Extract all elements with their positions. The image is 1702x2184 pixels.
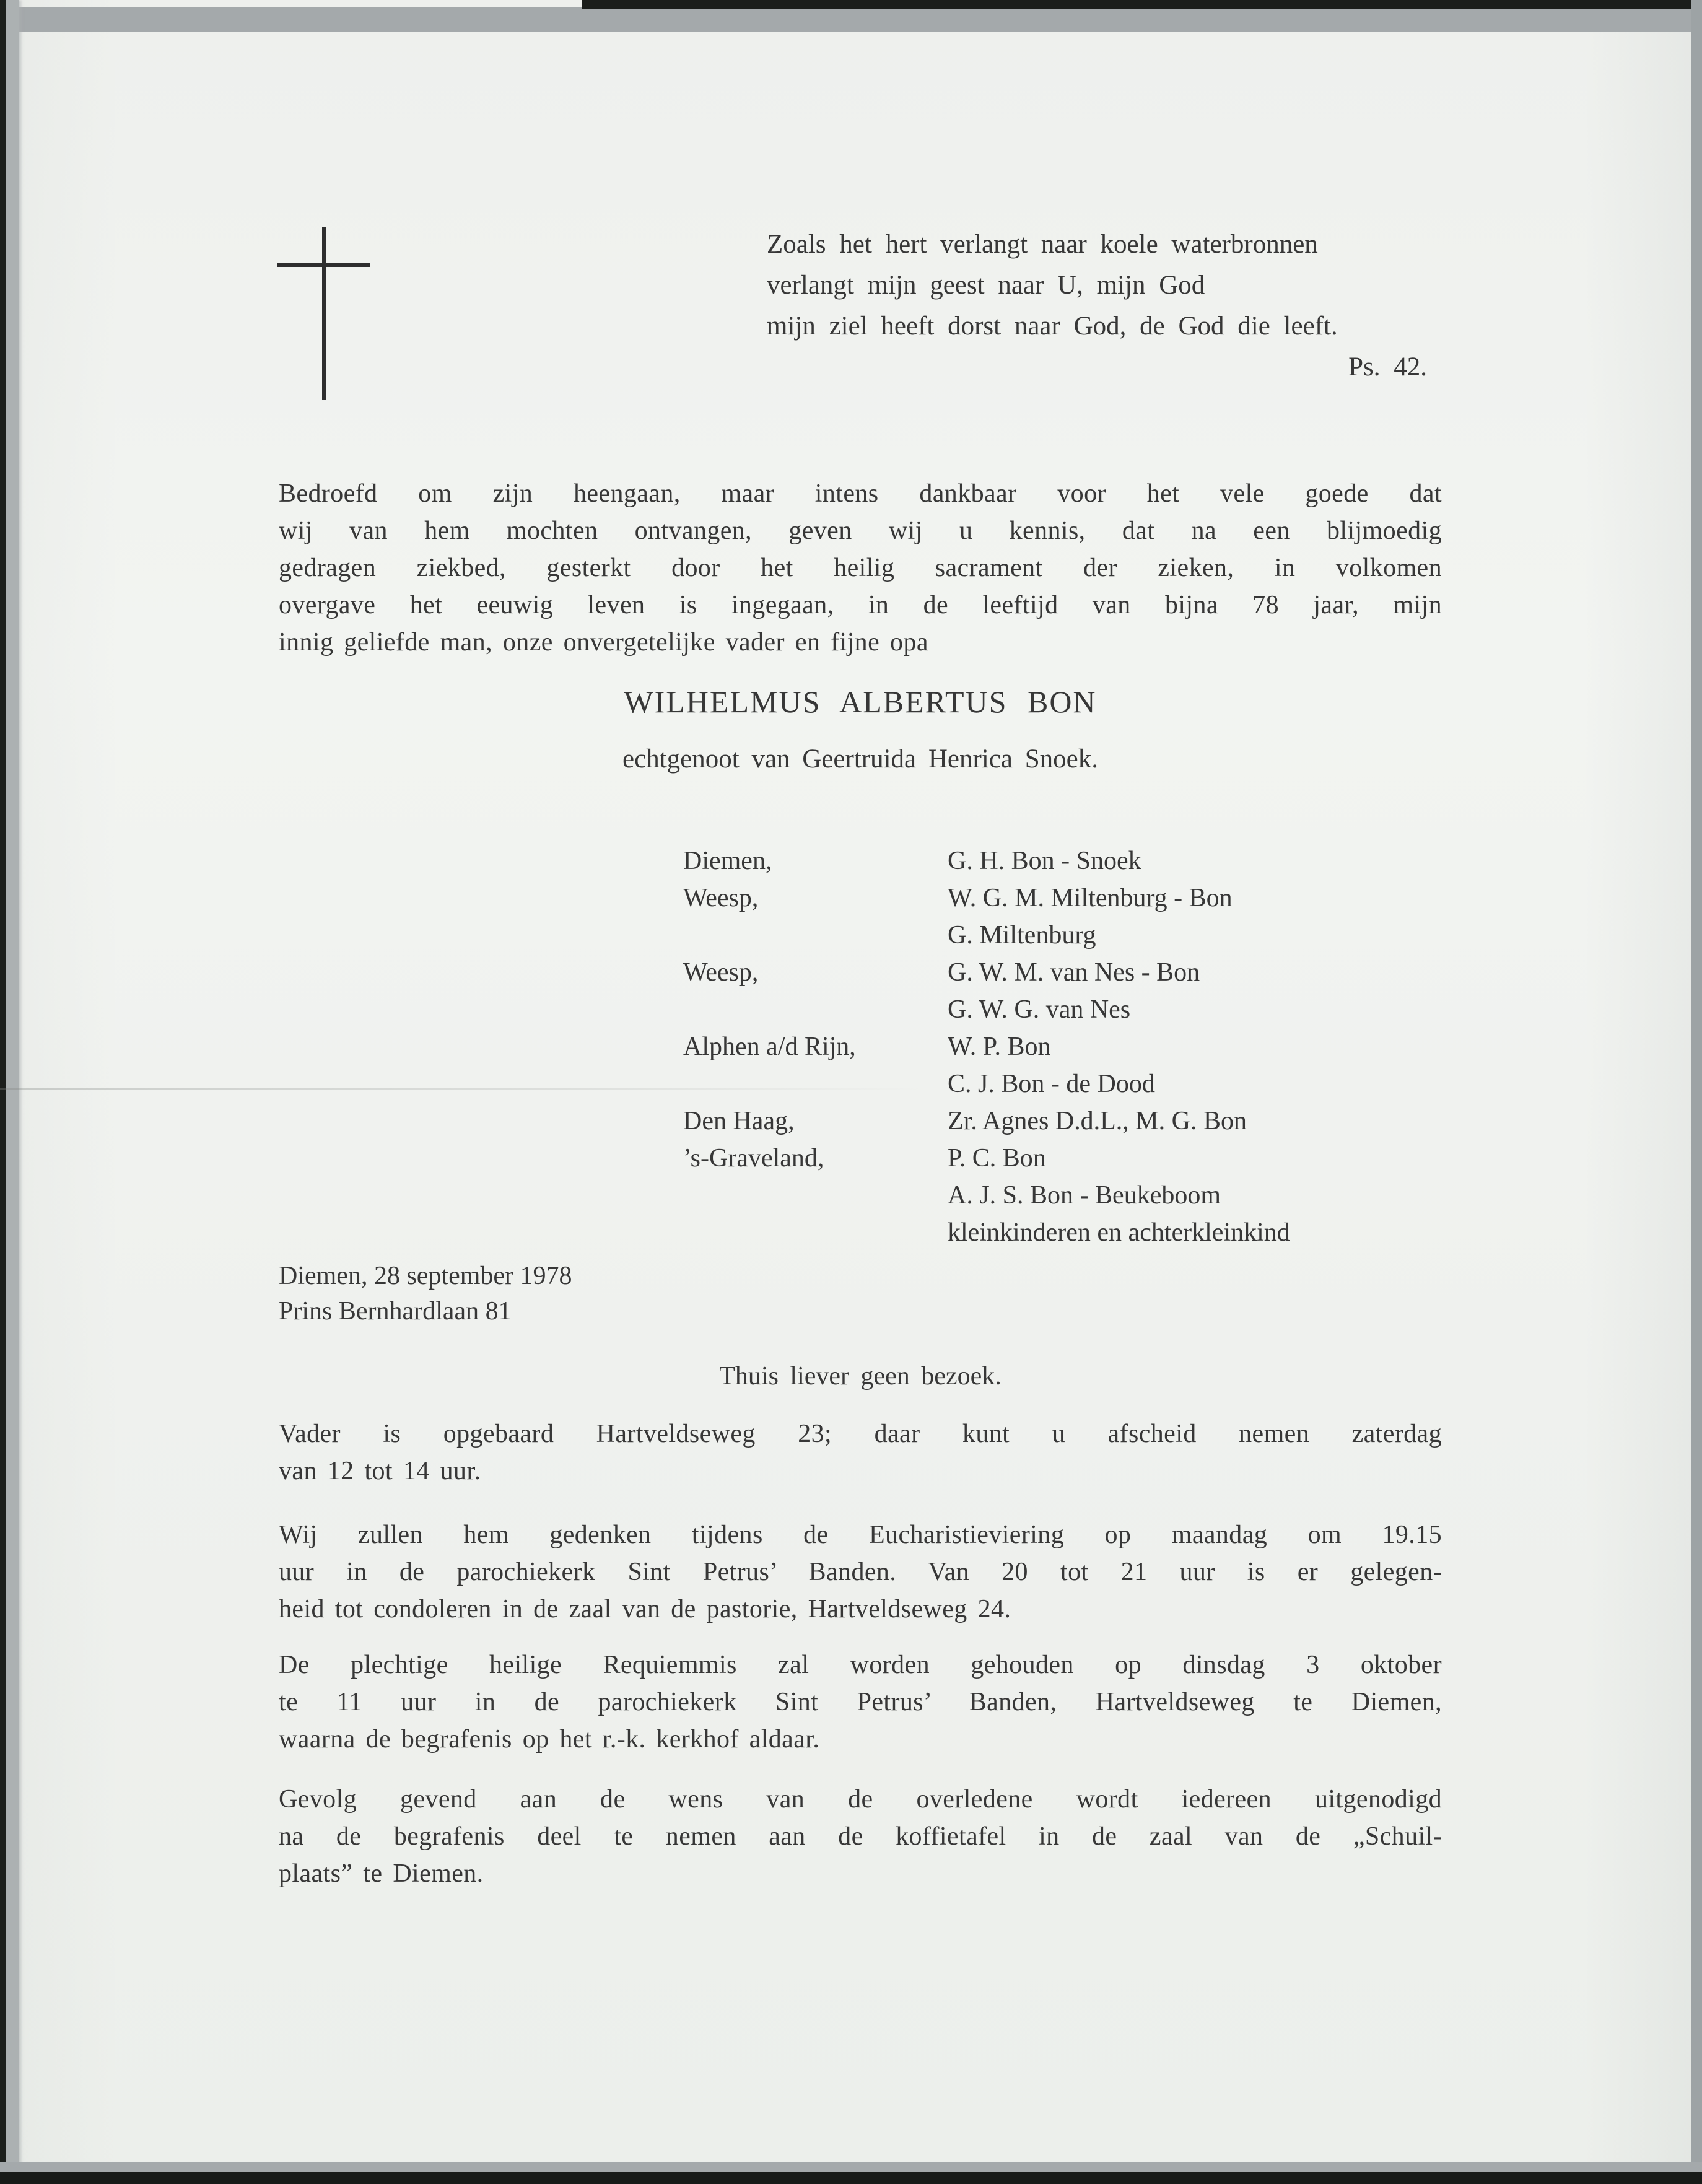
family-member-name: G. H. Bon - Snoek xyxy=(948,847,1141,875)
scan-edge-top-black xyxy=(582,0,1702,9)
family-place: Weesp, xyxy=(683,884,759,912)
cross-vertical-bar xyxy=(322,227,326,400)
family-place xyxy=(683,917,948,954)
eucharist-paragraph xyxy=(279,1516,1442,1628)
family-row xyxy=(683,954,1290,991)
family-member-name: W. P. Bon xyxy=(948,1033,1051,1061)
family-member-name: G. W. M. van Nes - Bon xyxy=(948,958,1200,987)
psalm-line: mijn ziel heeft dorst naar God, de God die leeft. xyxy=(767,312,1338,341)
psalm-quote xyxy=(767,224,1465,388)
family-place xyxy=(683,1214,948,1251)
scan-edge-right-gray xyxy=(1691,0,1702,2184)
announcement-line: overgave het eeuwig leven is ingegaan, in de leeftijd van bijna 78 jaar, mijn xyxy=(279,591,1442,619)
family-row xyxy=(683,1140,1290,1177)
announcement-line: gedragen ziekbed, gesterkt door het heilig sacrament der zieken, in volkomen xyxy=(279,554,1442,582)
family-row xyxy=(683,880,1290,917)
scan-edge-left-gray xyxy=(6,0,19,2184)
family-member-name: G. W. G. van Nes xyxy=(948,995,1131,1024)
family-row xyxy=(683,1177,1290,1214)
family-member-name: A. J. S. Bon - Beukeboom xyxy=(948,1181,1221,1210)
scan-edge-left-black xyxy=(0,0,6,2184)
family-place xyxy=(683,991,948,1028)
family-place: Den Haag, xyxy=(683,1107,795,1135)
scan-edge-bottom-black xyxy=(0,2172,1702,2184)
requiem-line: waarna de begrafenis op het r.-k. kerkhof aldaar. xyxy=(279,1725,820,1754)
family-member-name: C. J. Bon - de Dood xyxy=(948,1070,1155,1098)
announcement-line: Bedroefd om zijn heengaan, maar intens dankbaar voor het vele goede dat xyxy=(279,479,1442,508)
eucharist-line: uur in de parochiekerk Sint Petrus’ Banden. Van 20 tot 21 uur is er gelegen- xyxy=(279,1558,1442,1586)
dateline-line: Diemen, 28 september 1978 xyxy=(279,1262,572,1290)
eucharist-line: heid tot condoleren in de zaal van de pastorie, Hartveldseweg 24. xyxy=(279,1595,1011,1623)
requiem-line: te 11 uur in de parochiekerk Sint Petrus’ Banden, Hartveldseweg te Diemen, xyxy=(279,1688,1442,1716)
family-member-name: P. C. Bon xyxy=(948,1144,1046,1173)
eucharist-line: Wij zullen hem gedenken tijdens de Eucharistieviering op maandag om 19.15 xyxy=(279,1521,1442,1549)
cross-horizontal-bar xyxy=(277,263,370,267)
family-member-name: G. Miltenburg xyxy=(948,921,1096,950)
family-row xyxy=(683,842,1290,880)
spouse-line: echtgenoot van Geertruida Henrica Snoek. xyxy=(622,745,1098,774)
family-place: Alphen a/d Rijn, xyxy=(683,1033,856,1061)
koffietafel-line: Gevolg gevend aan de wens van de overledene wordt iedereen uitgenodigd xyxy=(279,1785,1442,1814)
family-place: Diemen, xyxy=(683,847,772,875)
family-row xyxy=(683,917,1290,954)
requiem-paragraph xyxy=(279,1646,1442,1758)
cross-icon xyxy=(277,227,370,400)
family-row xyxy=(683,991,1290,1028)
family-member-name: Zr. Agnes D.d.L., M. G. Bon xyxy=(948,1107,1247,1135)
psalm-attribution: Ps. 42. xyxy=(1348,352,1427,382)
scan-edge-bottom-gray xyxy=(0,2162,1702,2172)
koffietafel-paragraph xyxy=(279,1781,1442,1892)
scan-edge-top-gray xyxy=(16,7,1702,32)
requiem-line: De plechtige heilige Requiemmis zal worden gehouden op dinsdag 3 oktober xyxy=(279,1651,1442,1679)
family-place: ’s-Graveland, xyxy=(683,1144,824,1173)
dateline xyxy=(279,1259,572,1329)
no-visitors-note: Thuis liever geen bezoek. xyxy=(719,1362,1002,1391)
psalm-line: verlangt mijn geest naar U, mijn God xyxy=(767,271,1205,300)
visitation-line: van 12 tot 14 uur. xyxy=(279,1457,481,1485)
koffietafel-line: na de begrafenis deel te nemen aan de koffietafel in de zaal van de „Schuil- xyxy=(279,1822,1442,1851)
announcement-line: innig geliefde man, onze onvergetelijke vader en fijne opa xyxy=(279,628,928,657)
deceased-name: WILHELMUS ALBERTUS BON xyxy=(624,684,1097,719)
family-list xyxy=(683,842,1290,1251)
family-place xyxy=(683,1065,948,1103)
family-member-name: W. G. M. Miltenburg - Bon xyxy=(948,884,1233,912)
family-row xyxy=(683,1028,1290,1065)
visitation-paragraph xyxy=(279,1415,1442,1490)
koffietafel-line: plaats” te Diemen. xyxy=(279,1859,484,1888)
psalm-line: Zoals het hert verlangt naar koele waterbronnen xyxy=(767,230,1318,259)
family-row xyxy=(683,1065,1290,1103)
family-member-name: kleinkinderen en achterkleinkind xyxy=(948,1218,1290,1247)
announcement-paragraph xyxy=(279,475,1442,661)
visitation-line: Vader is opgebaard Hartveldseweg 23; daar kunt u afscheid nemen zaterdag xyxy=(279,1420,1442,1448)
family-row xyxy=(683,1103,1290,1140)
family-place xyxy=(683,1177,948,1214)
dateline-line: Prins Bernhardlaan 81 xyxy=(279,1297,512,1326)
family-row xyxy=(683,1214,1290,1251)
family-place: Weesp, xyxy=(683,958,759,987)
announcement-line: wij van hem mochten ontvangen, geven wij u kennis, dat na een blijmoedig xyxy=(279,517,1442,545)
